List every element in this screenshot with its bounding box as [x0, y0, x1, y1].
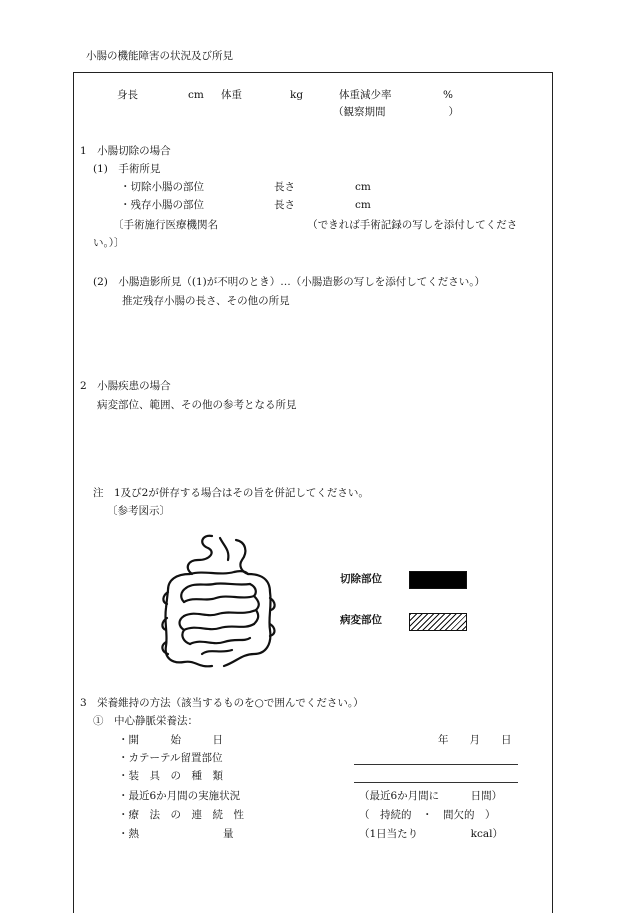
weight-loss-label: 体重減少率	[339, 89, 392, 101]
central-venous-nutrition: ① 中心静脈栄養法：	[93, 715, 198, 727]
intestine-illustration	[150, 530, 290, 670]
hospital-name-line1: 〔手術施行医療機関名 （できれば手術記録の写しを添付してくださ	[113, 219, 518, 231]
calorie-value: （1日当たり kcal）	[359, 828, 504, 840]
section2-heading: 2 小腸疾患の場合	[80, 380, 171, 392]
resected-length-label: 長さ	[274, 181, 295, 193]
contrast-findings: (2) 小腸造影所見（(1)が不明のとき）…（小腸造影の写しを添付してください。）	[93, 276, 485, 288]
remaining-length-unit: cm	[355, 199, 371, 211]
height-label: 身長	[117, 89, 138, 101]
resection-legend-label: 切除部位	[340, 573, 382, 585]
reference-figure-label: 〔参考図示〕	[107, 505, 170, 517]
start-date-value: 年 月 日	[438, 734, 512, 746]
catheter-site-label: ・カテーテル留置部位	[118, 752, 223, 764]
section1-heading: 1 小腸切除の場合	[80, 145, 171, 157]
calorie-label: ・熱 量	[118, 828, 234, 840]
resection-legend-swatch	[409, 571, 467, 589]
remaining-length-label: 長さ	[274, 199, 295, 211]
estimated-remaining-length: 推定残存小腸の長さ、その他の所見	[122, 295, 290, 307]
lesion-findings: 病変部位、範囲、その他の参考となる所見	[97, 399, 297, 411]
section3-heading: 3 栄養維持の方法（該当するものを○で囲んでください。）	[80, 697, 364, 709]
start-date-label: ・開 始 日	[118, 734, 223, 746]
device-type-line	[354, 782, 518, 783]
continuity-label: ・療 法 の 連 続 性	[118, 809, 244, 821]
note-text: 注 1及び2が併存する場合はその旨を併記してください。	[93, 487, 369, 499]
recent-status-value: （最近6か月間に 日間）	[359, 790, 503, 802]
lesion-legend-swatch	[409, 613, 467, 631]
device-type-label: ・装 具 の 種 類	[118, 770, 223, 782]
observation-period: （観察期間 ）	[333, 106, 459, 118]
lesion-legend-label: 病変部位	[340, 614, 382, 626]
continuity-value: （ 持続的 ・ 間欠的 ）	[359, 809, 496, 821]
remaining-part-label: ・残存小腸の部位	[120, 199, 204, 211]
weight-unit: kg	[290, 89, 304, 101]
weight-label: 体重	[221, 89, 242, 101]
resected-length-unit: cm	[355, 181, 371, 193]
hospital-name-line2: い。）〕	[93, 237, 125, 249]
page-title: 小腸の機能障害の状況及び所見	[86, 50, 233, 62]
resected-part-label: ・切除小腸の部位	[120, 181, 204, 193]
weight-loss-unit: %	[443, 89, 453, 101]
surgery-findings: (1) 手術所見	[93, 163, 161, 175]
catheter-site-line	[354, 764, 518, 765]
recent-status-label: ・最近6か月間の実施状況	[118, 790, 241, 802]
height-unit: cm	[188, 89, 204, 101]
